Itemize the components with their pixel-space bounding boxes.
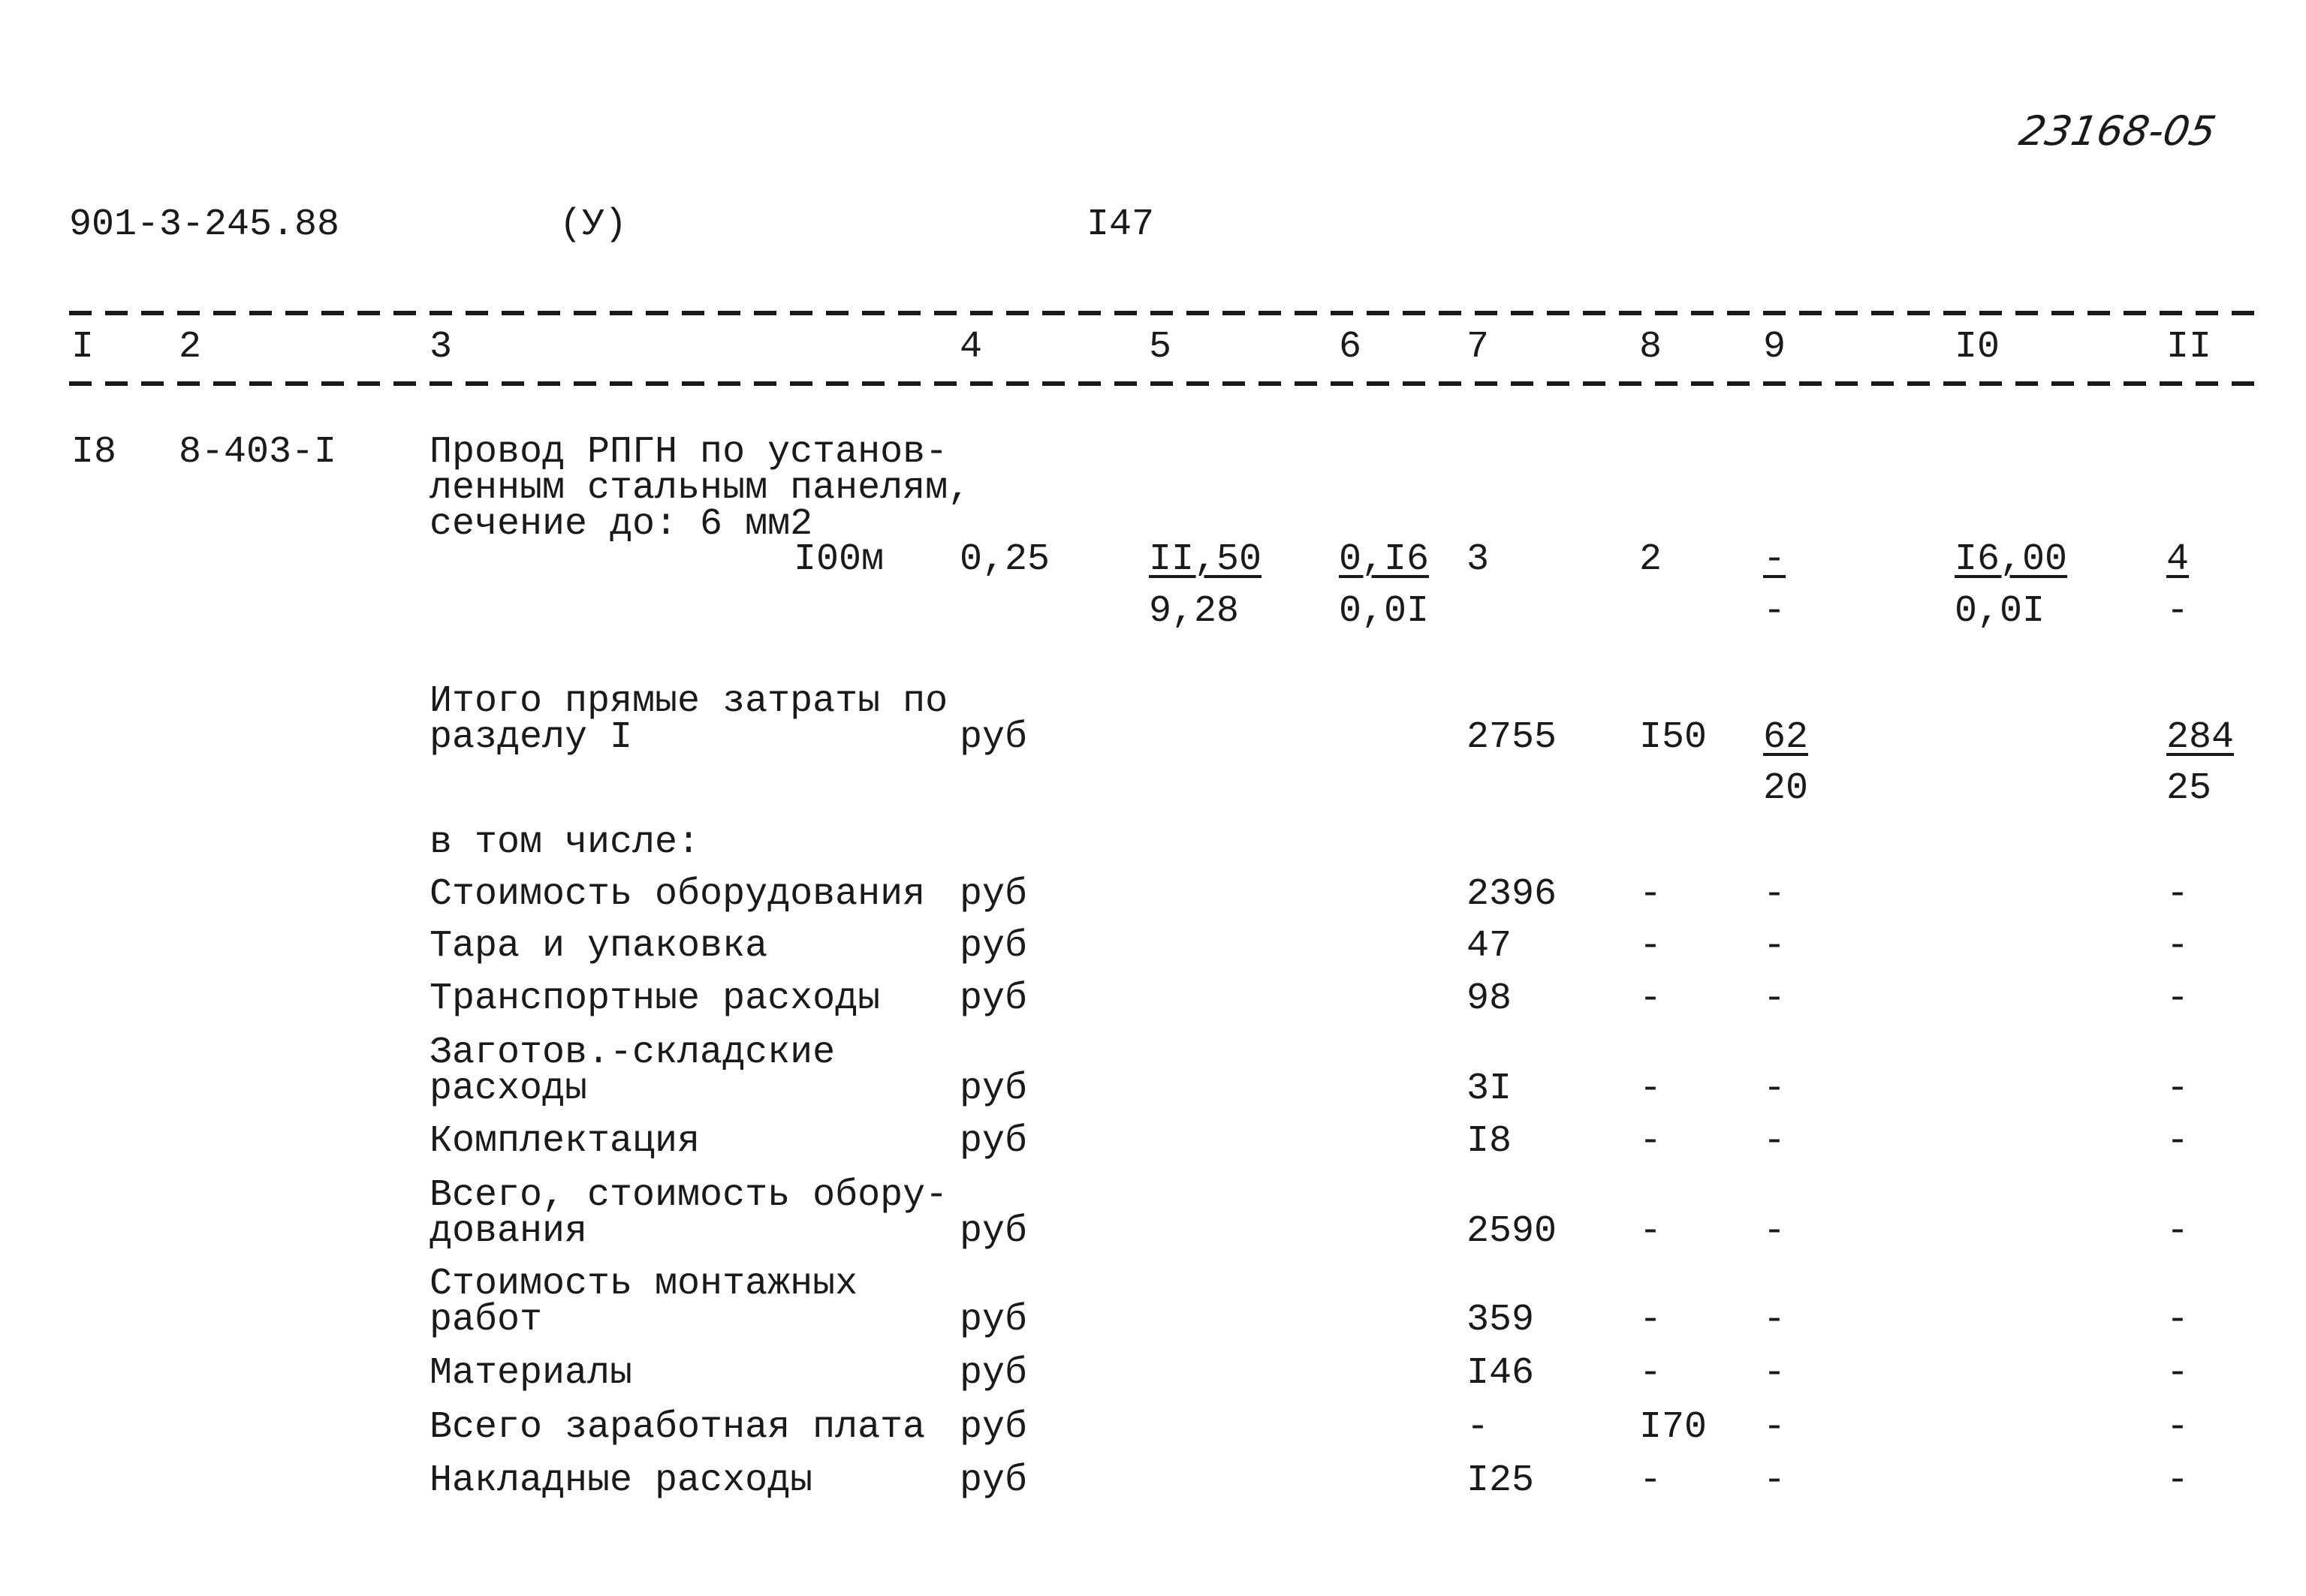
breakdown-unit: руб	[960, 1210, 1028, 1253]
breakdown-unit: руб	[960, 977, 1028, 1020]
entry-col10-top: I6,00	[1955, 538, 2068, 581]
breakdown-unit: руб	[960, 1459, 1028, 1502]
breakdown-col11: -	[2166, 1459, 2190, 1502]
total-col9-top: 62	[1763, 716, 1809, 759]
breakdown-col9: -	[1763, 1459, 1786, 1502]
breakdown-description: Заготов.-складские	[430, 1031, 836, 1074]
total-col8: I50	[1639, 716, 1708, 759]
breakdown-col11: -	[2166, 1068, 2190, 1110]
entry-col9-bottom: -	[1763, 590, 1786, 633]
entry-description-line: сечение до: 6 мм2	[430, 503, 813, 546]
breakdown-col9: -	[1763, 1120, 1786, 1163]
breakdown-col8: I70	[1639, 1406, 1708, 1449]
breakdown-col7: 3I	[1466, 1068, 1512, 1110]
breakdown-unit: руб	[960, 1120, 1028, 1163]
breakdown-col11: -	[2166, 1120, 2190, 1163]
breakdown-unit: руб	[960, 925, 1028, 968]
document-mark: (У)	[559, 203, 628, 246]
breakdown-description: Комплектация	[430, 1120, 701, 1163]
entry-col11-top: 4	[2166, 538, 2190, 581]
breakdown-col7: 2396	[1466, 873, 1557, 916]
entry-col5-bottom: 9,28	[1149, 590, 1240, 633]
entry-col6-top: 0,I6	[1339, 538, 1430, 581]
column-header-8: 8	[1639, 326, 1662, 369]
breakdown-description: дования	[430, 1210, 588, 1253]
breakdown-description: расходы	[430, 1068, 588, 1110]
total-col11-top: 284	[2166, 716, 2235, 759]
page-number: I47	[1087, 203, 1155, 246]
breakdown-col7: I46	[1466, 1352, 1535, 1395]
entry-col7: 3	[1466, 538, 1490, 581]
breakdown-col11: -	[2166, 1299, 2190, 1342]
breakdown-col11: -	[2166, 1352, 2190, 1395]
breakdown-unit: руб	[960, 1299, 1028, 1342]
breakdown-col9: -	[1763, 1068, 1786, 1110]
breakdown-col8: -	[1639, 1120, 1662, 1163]
breakdown-col7: I8	[1466, 1120, 1512, 1163]
breakdown-unit: руб	[960, 1352, 1028, 1395]
breakdown-description: Накладные расходы	[430, 1459, 813, 1502]
column-header-4: 4	[960, 326, 983, 369]
document-code: 901-3-245.88	[69, 203, 340, 246]
entry-col10-bottom: 0,0I	[1955, 590, 2045, 633]
breakdown-col9: -	[1763, 1406, 1786, 1449]
entry-description-line: ленным стальным панелям,	[430, 467, 971, 510]
breakdown-unit: руб	[960, 1406, 1028, 1449]
entry-description-line: Провод РПГН по установ-	[430, 431, 948, 474]
breakdown-col8: -	[1639, 977, 1662, 1020]
breakdown-description: Всего заработная плата	[430, 1406, 926, 1449]
entry-position: I8	[71, 431, 117, 474]
total-description-line: Итого прямые затраты по	[430, 680, 948, 723]
breakdown-description: Тара и упаковка	[430, 925, 768, 968]
breakdown-unit: руб	[960, 1068, 1028, 1110]
breakdown-col7: 2590	[1466, 1210, 1557, 1253]
entry-col8: 2	[1639, 538, 1662, 581]
total-description-line: разделу I	[430, 716, 633, 759]
total-col7: 2755	[1466, 716, 1557, 759]
breakdown-col11: -	[2166, 873, 2190, 916]
column-header-7: 7	[1466, 326, 1490, 369]
breakdown-col8: -	[1639, 1352, 1662, 1395]
header-rule-top	[69, 311, 2258, 315]
entry-unit: I00м	[794, 538, 885, 581]
breakdown-col9: -	[1763, 925, 1786, 968]
column-header-1: I	[71, 326, 95, 369]
breakdown-col9: -	[1763, 1210, 1786, 1253]
breakdown-col8: -	[1639, 1459, 1662, 1502]
breakdown-col7: 47	[1466, 925, 1512, 968]
entry-code: 8-403-I	[179, 431, 337, 474]
entry-col11-bottom: -	[2166, 590, 2190, 633]
including-label: в том числе:	[430, 821, 701, 864]
breakdown-col11: -	[2166, 925, 2190, 968]
breakdown-description: Всего, стоимость обору-	[430, 1174, 948, 1217]
column-header-11: II	[2166, 326, 2212, 369]
breakdown-col9: -	[1763, 1299, 1786, 1342]
breakdown-col7: 98	[1466, 977, 1512, 1020]
breakdown-col8: -	[1639, 1299, 1662, 1342]
column-header-5: 5	[1149, 326, 1172, 369]
breakdown-col9: -	[1763, 1352, 1786, 1395]
header-rule-bottom	[69, 381, 2258, 386]
breakdown-description: Материалы	[430, 1352, 633, 1395]
breakdown-description: работ	[430, 1299, 543, 1342]
breakdown-unit: руб	[960, 873, 1028, 916]
breakdown-col11: -	[2166, 1210, 2190, 1253]
entry-col5-top: II,50	[1149, 538, 1262, 581]
entry-quantity: 0,25	[960, 538, 1051, 581]
breakdown-col11: -	[2166, 1406, 2190, 1449]
column-header-2: 2	[179, 326, 202, 369]
breakdown-col8: -	[1639, 1210, 1662, 1253]
breakdown-col9: -	[1763, 977, 1786, 1020]
breakdown-description: Стоимость оборудования	[430, 873, 926, 916]
breakdown-col7: 359	[1466, 1299, 1535, 1342]
column-header-6: 6	[1339, 326, 1362, 369]
breakdown-description: Транспортные расходы	[430, 977, 881, 1020]
entry-col9-top: -	[1763, 538, 1786, 581]
breakdown-col7: I25	[1466, 1459, 1535, 1502]
total-col11-bottom: 25	[2166, 767, 2212, 810]
breakdown-col8: -	[1639, 873, 1662, 916]
total-unit: руб	[960, 716, 1028, 759]
breakdown-col11: -	[2166, 977, 2190, 1020]
breakdown-description: Стоимость монтажных	[430, 1263, 858, 1305]
breakdown-col8: -	[1639, 1068, 1662, 1110]
breakdown-col7: -	[1466, 1406, 1490, 1449]
breakdown-col8: -	[1639, 925, 1662, 968]
total-col9-bottom: 20	[1763, 767, 1809, 810]
column-header-9: 9	[1763, 326, 1786, 369]
breakdown-col9: -	[1763, 873, 1786, 916]
column-header-10: I0	[1955, 326, 2000, 369]
column-header-3: 3	[430, 326, 453, 369]
entry-col6-bottom: 0,0I	[1339, 590, 1430, 633]
handwritten-stamp: 23168-05	[2015, 107, 2220, 155]
